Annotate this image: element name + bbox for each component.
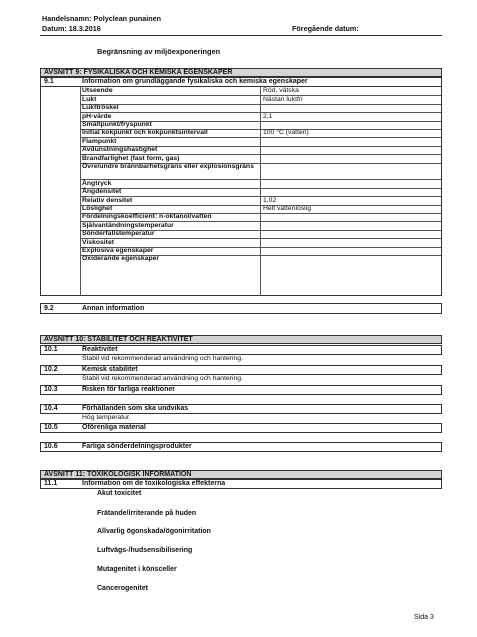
section-11-header: AVSNITT 11: TOXIKOLOGISK INFORMATION: [40, 470, 442, 479]
section-number: 10.3: [44, 386, 58, 393]
section-title: Annan information: [82, 305, 145, 312]
property-name: Initial kokpunkt och kokpunktsintervall: [82, 129, 208, 137]
section-number: 11.1: [44, 480, 58, 487]
page-number: Sida 3: [414, 614, 434, 621]
previous-date: Föregående datum:: [292, 24, 359, 33]
property-name: Löslighet: [82, 205, 113, 212]
section-number: 10.5: [44, 424, 58, 431]
property-value: 1,02: [263, 196, 277, 204]
section-title: Förhållanden som ska undvikas: [82, 405, 189, 412]
section-text: Stabil vid rekommenderad användning och hantering.: [82, 355, 243, 362]
property-name: Flampunkt: [82, 137, 117, 145]
section-number: 10.6: [44, 443, 58, 450]
property-name: Ångdensitet: [82, 188, 122, 196]
property-name: Sönderfallstemperatur: [82, 230, 155, 238]
section-10-header: AVSNITT 10: STABILITET OCH REAKTIVITET: [40, 335, 442, 344]
section-title: Oförenliga material: [82, 424, 146, 431]
property-value: Nästan luktfri: [263, 95, 303, 103]
property-value: 2,1: [263, 112, 273, 120]
section-number: 9.1: [44, 78, 54, 85]
property-name: Utseende: [82, 87, 113, 95]
section-title: Reaktivitet: [82, 346, 118, 353]
property-name: Övre/undre brännbarhetsgräns eller explosionsgräns: [82, 163, 254, 170]
section-text: Hög temperatur.: [82, 414, 131, 421]
header-divider: [40, 35, 442, 36]
section-number: 9.2: [44, 305, 54, 312]
section-title: Information om grundläggande fysikaliska och kemiska egenskaper: [82, 78, 308, 85]
toxicology-item: Allvarlig ögonskada/ögonirritation: [97, 528, 211, 535]
document-date: Datum: 18.3.2016: [42, 24, 101, 33]
table-divider: [260, 86, 261, 296]
section-title: Risken för farliga reaktioner: [82, 386, 175, 393]
property-name: Oxiderande egenskaper: [82, 255, 160, 263]
section-number: 10.2: [44, 366, 58, 373]
section-title: Information om de toxikologiska effekterna: [82, 480, 226, 487]
property-name: Lukt: [82, 95, 97, 103]
property-name: Fördelningskoefficient: n-oktanol/vatten: [82, 213, 212, 221]
property-name: Smältpunkt/fryspunkt: [82, 121, 152, 128]
toxicology-item: Luftvägs-/hudsensibilisering: [97, 547, 193, 554]
toxicology-item: Mutagenitet i könsceller: [97, 566, 177, 573]
property-name: Brandfarlighet (fast form, gas): [82, 154, 180, 162]
section-number: 10.1: [44, 346, 58, 353]
property-value: 100 °C (vatten): [263, 129, 309, 137]
property-name: Ångtryck: [82, 179, 112, 187]
property-name: Avdunstningshastighet: [82, 146, 158, 154]
section-title: Farliga sönderdelningsprodukter: [82, 443, 192, 450]
toxicology-item: Cancerogenitet: [97, 585, 148, 592]
property-name: Relativ densitet: [82, 196, 133, 204]
subtitle: Begränsning av miljöexponeringen: [97, 47, 221, 56]
toxicology-item: Akut toxicitet: [97, 490, 142, 497]
property-name: Självantändningstemperatur: [82, 221, 174, 229]
section-text: Stabil vid rekommenderad användning och hantering.: [82, 375, 243, 382]
section-title: Kemisk stabilitet: [82, 366, 138, 373]
property-value: Röd, vätska: [263, 87, 299, 95]
trade-name: Handelsnamn: Polyclean punainen: [42, 14, 162, 23]
table-divider: [80, 86, 81, 296]
property-name: pH-värde: [82, 112, 112, 120]
toxicology-item: Frätande/irriterande på huden: [97, 510, 197, 517]
section-number: 10.4: [44, 405, 58, 412]
property-value: Helt vattenlöslig: [263, 205, 311, 212]
property-name: Lukttröskel: [82, 104, 119, 112]
property-name: Explosiva egenskaper: [82, 247, 154, 254]
section-9-header: AVSNITT 9: FYSIKALISKA OCH KEMISKA EGENSKAPER: [40, 68, 442, 77]
property-name: Viskositet: [82, 238, 114, 246]
